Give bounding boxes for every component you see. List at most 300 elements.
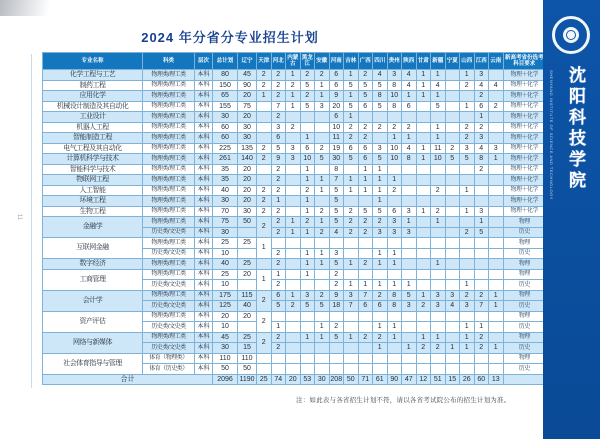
value-cell <box>445 185 460 196</box>
value-cell: 140 <box>238 154 257 165</box>
value-cell: 5 <box>445 154 460 165</box>
value-cell: 6 <box>329 112 344 123</box>
value-cell <box>387 238 402 249</box>
value-cell <box>445 70 460 81</box>
value-cell-tianjin-merged: 2 <box>257 311 272 332</box>
value-cell: 3 <box>460 301 475 312</box>
category-cell: 物理类/理工类 <box>143 238 195 249</box>
level-cell: 本科 <box>195 290 213 301</box>
value-cell: 1 <box>271 269 286 280</box>
value-cell: 4 <box>329 227 344 238</box>
value-cell: 5 <box>329 217 344 228</box>
value-cell <box>344 164 359 175</box>
level-cell: 本科 <box>195 311 213 322</box>
level-cell: 本科 <box>195 248 213 259</box>
value-cell: 2 <box>373 217 388 228</box>
value-cell: 1 <box>489 154 504 165</box>
value-cell: 1 <box>373 164 388 175</box>
value-cell: 1 <box>373 175 388 186</box>
value-cell: 2 <box>358 133 373 144</box>
column-header: 河北 <box>271 53 286 70</box>
table-row <box>43 185 546 196</box>
value-cell: 2 <box>344 227 359 238</box>
value-cell <box>431 364 446 375</box>
value-cell: 1 <box>489 301 504 312</box>
category-cell: 物理类/理工类 <box>143 80 195 91</box>
value-cell: 6 <box>474 101 489 112</box>
value-cell: 75 <box>238 101 257 112</box>
value-cell: 2 <box>358 122 373 133</box>
column-total-cell: 53 <box>300 374 315 385</box>
value-cell: 90 <box>238 80 257 91</box>
value-cell <box>315 269 330 280</box>
value-cell <box>286 364 301 375</box>
value-cell <box>238 227 257 238</box>
value-cell <box>416 227 431 238</box>
category-cell: 物理类/理工类 <box>143 196 195 207</box>
value-cell <box>387 269 402 280</box>
value-cell: 8 <box>387 80 402 91</box>
category-cell: 物理类/理工类 <box>143 269 195 280</box>
column-header: 山西 <box>460 53 475 70</box>
value-cell <box>387 164 402 175</box>
column-header: 安徽 <box>315 53 330 70</box>
value-cell <box>489 112 504 123</box>
subject-requirement-cell: 物理＋化学 <box>503 91 546 102</box>
value-cell <box>358 364 373 375</box>
value-cell <box>286 196 301 207</box>
value-cell: 20 <box>238 311 257 322</box>
value-cell: 1 <box>387 175 402 186</box>
value-cell: 110 <box>238 353 257 364</box>
subject-requirement-cell: 物理＋化学 <box>503 143 546 154</box>
value-cell: 6 <box>344 143 359 154</box>
page-title: 2024 年分省分专业招生计划 <box>141 30 319 45</box>
value-cell: 3 <box>431 301 446 312</box>
subject-requirement-cell: 历史 <box>503 343 546 354</box>
value-cell: 1 <box>315 322 330 333</box>
value-cell: 20 <box>238 196 257 207</box>
value-cell <box>460 311 475 322</box>
value-cell <box>300 364 315 375</box>
value-cell: 2 <box>257 143 272 154</box>
level-cell: 本科 <box>195 269 213 280</box>
value-cell: 20 <box>238 175 257 186</box>
total-plan-cell: 175 <box>213 290 238 301</box>
value-cell: 1 <box>373 196 388 207</box>
value-cell-tianjin-merged: 2 <box>257 332 272 353</box>
value-cell: 1 <box>474 112 489 123</box>
value-cell <box>416 175 431 186</box>
value-cell <box>257 122 272 133</box>
value-cell: 2 <box>271 164 286 175</box>
level-cell: 本科 <box>195 122 213 133</box>
value-cell: 5 <box>344 101 359 112</box>
table-row <box>43 70 546 81</box>
major-cell: 智能制造工程 <box>43 133 143 144</box>
value-cell: 2 <box>373 122 388 133</box>
value-cell <box>489 322 504 333</box>
value-cell <box>358 238 373 249</box>
value-cell <box>257 112 272 123</box>
value-cell: 1 <box>416 332 431 343</box>
value-cell <box>315 196 330 207</box>
value-cell: 5 <box>329 196 344 207</box>
value-cell: 1 <box>489 290 504 301</box>
value-cell <box>286 248 301 259</box>
value-cell: 2 <box>329 280 344 291</box>
value-cell: 1 <box>300 196 315 207</box>
value-cell: 3 <box>387 70 402 81</box>
value-cell: 1 <box>271 196 286 207</box>
value-cell: 10 <box>329 122 344 133</box>
value-cell: 4 <box>402 80 417 91</box>
value-cell <box>474 248 489 259</box>
value-cell <box>431 353 446 364</box>
subject-requirement-cell: 物理＋化学 <box>503 185 546 196</box>
table-row <box>43 101 546 112</box>
column-header: 天津 <box>257 53 272 70</box>
major-cell: 化学工程与工艺 <box>43 70 143 81</box>
level-cell: 本科 <box>195 259 213 270</box>
value-cell: 10 <box>387 91 402 102</box>
value-cell <box>460 164 475 175</box>
value-cell <box>373 133 388 144</box>
value-cell: 3 <box>402 227 417 238</box>
value-cell: 5 <box>329 259 344 270</box>
value-cell <box>460 353 475 364</box>
major-cell: 计算机科学与技术 <box>43 154 143 165</box>
column-header: 贵州 <box>387 53 402 70</box>
value-cell <box>344 322 359 333</box>
value-cell: 3 <box>373 227 388 238</box>
value-cell: 2 <box>300 70 315 81</box>
seal-core <box>566 30 576 40</box>
value-cell: 5 <box>358 206 373 217</box>
value-cell <box>286 269 301 280</box>
value-cell <box>489 227 504 238</box>
value-cell: 1 <box>431 70 446 81</box>
column-header: 河南 <box>329 53 344 70</box>
value-cell: 2 <box>344 206 359 217</box>
value-cell: 20 <box>238 269 257 280</box>
value-cell <box>431 196 446 207</box>
value-cell: 40 <box>238 301 257 312</box>
value-cell: 25 <box>238 332 257 343</box>
value-cell <box>238 248 257 259</box>
value-cell: 1 <box>300 227 315 238</box>
value-cell <box>286 206 301 217</box>
value-cell <box>474 196 489 207</box>
value-cell <box>431 322 446 333</box>
value-cell <box>344 343 359 354</box>
value-cell: 1 <box>387 280 402 291</box>
value-cell: 2 <box>460 122 475 133</box>
value-cell <box>286 112 301 123</box>
value-cell: 1 <box>286 227 301 238</box>
value-cell <box>329 343 344 354</box>
value-cell <box>460 112 475 123</box>
value-cell <box>460 196 475 207</box>
value-cell <box>286 175 301 186</box>
value-cell: 2 <box>257 154 272 165</box>
table-row <box>43 332 546 343</box>
value-cell <box>315 238 330 249</box>
subject-requirement-cell: 物理 <box>503 217 546 228</box>
value-cell: 2 <box>257 185 272 196</box>
major-cell: 工商管理 <box>43 269 143 290</box>
value-cell: 2 <box>387 122 402 133</box>
value-cell-tianjin-merged: 1 <box>257 269 272 290</box>
value-cell: 7 <box>474 301 489 312</box>
major-cell: 社会体育指导与管理 <box>43 353 143 374</box>
value-cell: 1 <box>315 217 330 228</box>
value-cell <box>445 227 460 238</box>
value-cell: 2 <box>315 227 330 238</box>
value-cell <box>431 238 446 249</box>
value-cell <box>431 280 446 291</box>
value-cell <box>416 280 431 291</box>
table-row <box>43 80 546 91</box>
column-header: 新高考省份选考科目要求 <box>503 53 546 70</box>
value-cell <box>358 353 373 364</box>
total-plan-cell: 45 <box>213 332 238 343</box>
value-cell <box>416 164 431 175</box>
level-cell: 本科 <box>195 206 213 217</box>
value-cell: 9 <box>329 290 344 301</box>
subject-requirement-cell: 物理 <box>503 311 546 322</box>
column-total-cell: 13 <box>489 374 504 385</box>
value-cell: 3 <box>431 290 446 301</box>
value-cell <box>315 364 330 375</box>
table-row <box>43 91 546 102</box>
level-cell: 本科 <box>195 80 213 91</box>
value-cell: 11 <box>431 143 446 154</box>
value-cell <box>387 353 402 364</box>
value-cell: 1 <box>300 269 315 280</box>
value-cell <box>344 269 359 280</box>
column-header: 宁夏 <box>445 53 460 70</box>
value-cell <box>286 259 301 270</box>
value-cell <box>315 164 330 175</box>
value-cell: 1 <box>387 332 402 343</box>
value-cell <box>387 196 402 207</box>
value-cell <box>344 311 359 322</box>
value-cell: 3 <box>286 143 301 154</box>
total-plan-cell: 110 <box>213 353 238 364</box>
value-cell: 4 <box>431 80 446 91</box>
column-total-cell: 30 <box>315 374 330 385</box>
value-cell: 1 <box>416 80 431 91</box>
value-cell <box>373 238 388 249</box>
admission-plan-table <box>42 52 546 385</box>
table-row <box>43 269 546 280</box>
column-header: 内蒙古 <box>286 53 301 70</box>
value-cell: 2 <box>416 343 431 354</box>
value-cell <box>445 122 460 133</box>
value-cell <box>416 101 431 112</box>
value-cell: 6 <box>358 301 373 312</box>
value-cell: 2 <box>315 290 330 301</box>
level-cell: 本科 <box>195 322 213 333</box>
category-cell: 历史类/文史类 <box>143 322 195 333</box>
value-cell <box>257 101 272 112</box>
value-cell <box>257 353 272 364</box>
value-cell <box>445 80 460 91</box>
table-row <box>43 164 546 175</box>
value-cell: 20 <box>238 185 257 196</box>
column-total-cell: 15 <box>445 374 460 385</box>
level-cell: 本科 <box>195 280 213 291</box>
value-cell: 1 <box>300 248 315 259</box>
value-cell: 2 <box>257 206 272 217</box>
value-cell <box>358 248 373 259</box>
value-cell <box>402 353 417 364</box>
value-cell <box>344 238 359 249</box>
value-cell: 5 <box>329 332 344 343</box>
value-cell <box>489 133 504 144</box>
category-cell: 历史类/文史类 <box>143 248 195 259</box>
total-plan-cell: 30 <box>213 227 238 238</box>
value-cell <box>358 196 373 207</box>
value-cell: 3 <box>402 206 417 217</box>
value-cell: 6 <box>329 80 344 91</box>
value-cell <box>315 343 330 354</box>
value-cell <box>402 164 417 175</box>
value-cell: 1 <box>373 248 388 259</box>
value-cell <box>489 332 504 343</box>
major-cell: 机械设计制造及其自动化 <box>43 101 143 112</box>
major-cell: 网络与新媒体 <box>43 332 143 353</box>
value-cell: 1 <box>315 175 330 186</box>
value-cell: 10 <box>387 154 402 165</box>
value-cell <box>387 311 402 322</box>
value-cell: 1 <box>358 164 373 175</box>
value-cell <box>445 322 460 333</box>
value-cell: 25 <box>238 238 257 249</box>
level-cell: 本科 <box>195 353 213 364</box>
value-cell <box>460 175 475 186</box>
value-cell: 2 <box>315 206 330 217</box>
value-cell: 1 <box>460 206 475 217</box>
value-cell: 5 <box>344 80 359 91</box>
value-cell <box>257 175 272 186</box>
table-row <box>43 122 546 133</box>
value-cell <box>489 122 504 133</box>
value-cell <box>373 112 388 123</box>
value-cell: 3 <box>329 248 344 259</box>
value-cell <box>445 206 460 217</box>
subject-requirement-cell: 物理＋化学 <box>503 101 546 112</box>
value-cell: 1 <box>402 91 417 102</box>
column-header: 层次 <box>195 53 213 70</box>
value-cell <box>329 311 344 322</box>
value-cell <box>402 175 417 186</box>
column-header: 新疆 <box>431 53 446 70</box>
value-cell <box>300 343 315 354</box>
value-cell: 6 <box>358 154 373 165</box>
value-cell <box>315 133 330 144</box>
value-cell <box>431 175 446 186</box>
value-cell: 2 <box>271 217 286 228</box>
category-cell: 物理类/理工类 <box>143 175 195 186</box>
value-cell: 1 <box>416 154 431 165</box>
value-cell <box>286 238 301 249</box>
column-header: 辽宁 <box>238 53 257 70</box>
major-cell: 数字经济 <box>43 259 143 270</box>
subject-requirement-cell: 历史 <box>503 248 546 259</box>
value-cell <box>286 343 301 354</box>
level-cell: 本科 <box>195 185 213 196</box>
total-plan-cell: 35 <box>213 164 238 175</box>
value-cell <box>402 196 417 207</box>
value-cell <box>300 112 315 123</box>
value-cell: 1 <box>460 343 475 354</box>
value-cell <box>271 364 286 375</box>
total-plan-cell: 40 <box>213 259 238 270</box>
value-cell: 1 <box>445 343 460 354</box>
value-cell: 3 <box>474 133 489 144</box>
value-cell <box>489 259 504 270</box>
value-cell <box>474 238 489 249</box>
value-cell: 2 <box>431 185 446 196</box>
value-cell <box>300 280 315 291</box>
value-cell <box>271 238 286 249</box>
value-cell: 2 <box>271 185 286 196</box>
value-cell <box>445 217 460 228</box>
value-cell <box>257 259 272 270</box>
value-cell: 1 <box>344 185 359 196</box>
subject-requirement-cell: 历史 <box>503 322 546 333</box>
category-cell: 物理类/理工类 <box>143 154 195 165</box>
subject-requirement-cell: 物理＋化学 <box>503 112 546 123</box>
value-cell: 3 <box>489 143 504 154</box>
major-cell: 金融学 <box>43 217 143 238</box>
value-cell <box>344 196 359 207</box>
value-cell <box>286 280 301 291</box>
total-plan-cell: 225 <box>213 143 238 154</box>
subject-requirement-cell: 物理＋化学 <box>503 154 546 165</box>
total-plan-cell: 20 <box>213 311 238 322</box>
subject-requirement-cell: 历史 <box>503 364 546 375</box>
value-cell <box>489 185 504 196</box>
value-cell: 8 <box>474 154 489 165</box>
value-cell: 45 <box>238 70 257 81</box>
category-cell: 物理类/理工类 <box>143 217 195 228</box>
value-cell: 2 <box>271 91 286 102</box>
school-name-cn: 沈阳科技学院 <box>566 66 585 192</box>
value-cell: 6 <box>300 143 315 154</box>
value-cell: 10 <box>300 154 315 165</box>
value-cell <box>489 238 504 249</box>
category-cell: 物理类/理工类 <box>143 332 195 343</box>
total-plan-cell: 10 <box>213 248 238 259</box>
value-cell: 1 <box>315 248 330 259</box>
value-cell <box>402 248 417 259</box>
subject-requirement-cell: 物理＋化学 <box>503 122 546 133</box>
value-cell: 1 <box>416 91 431 102</box>
page-number: 11 <box>16 213 23 221</box>
value-cell <box>300 322 315 333</box>
total-plan-cell: 125 <box>213 301 238 312</box>
value-cell: 2 <box>271 259 286 270</box>
value-cell: 8 <box>387 301 402 312</box>
category-cell: 物理类/理工类 <box>143 290 195 301</box>
value-cell: 5 <box>373 101 388 112</box>
subject-requirement-cell: 物理＋化学 <box>503 206 546 217</box>
value-cell: 2 <box>416 301 431 312</box>
total-plan-cell: 70 <box>213 206 238 217</box>
